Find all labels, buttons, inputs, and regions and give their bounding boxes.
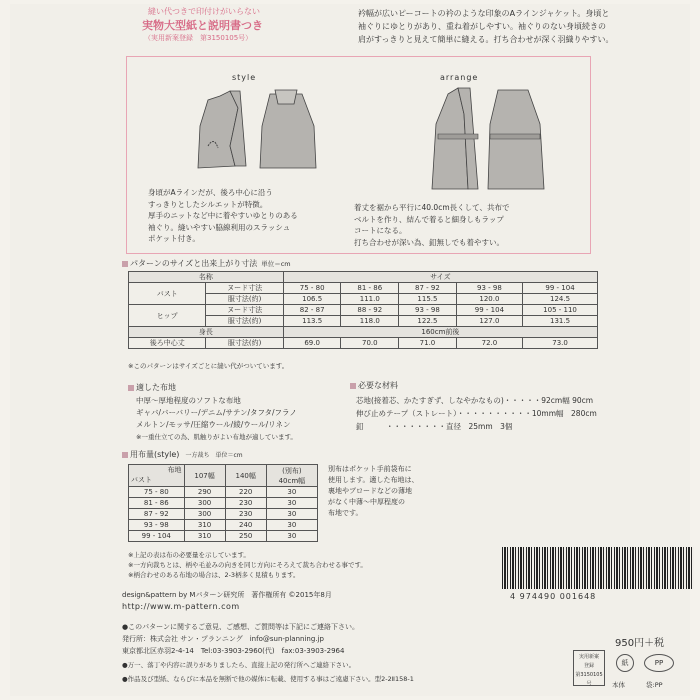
size-note: ※このパターンはサイズごとに縫い代がついています。 bbox=[128, 362, 289, 370]
arrange-label: arrange bbox=[440, 73, 479, 82]
credit-url[interactable]: http://www.m-pattern.com bbox=[122, 602, 240, 611]
arrange-coat-illustration bbox=[428, 84, 548, 194]
arrange-description: 着丈を裾から平行に40.0cm長くして、共布で ベルトを作り、結んで着ると細身しもラップ コートになる。 打ち合わせが深い為、釦無しでも着やすい。 bbox=[354, 203, 510, 247]
plastic-recycle-icon: PP bbox=[644, 654, 674, 672]
intro-line3: 肩がすっきりと見えて簡単に縫える。打ち合わせが深く羽織りやすい。 bbox=[358, 35, 614, 44]
style-coat-illustration bbox=[190, 86, 330, 186]
paper-label: 本体 bbox=[612, 681, 625, 689]
footer-line2: 発行所：株式会社 サン・プランニング info@sun-planning.jp bbox=[122, 635, 324, 643]
size-section-title: パターンのサイズと出来上がり寸法 単位＝cm bbox=[122, 258, 291, 269]
price: 950円＋税 bbox=[615, 638, 665, 649]
materials-list: 芯地(接着芯、かたすぎず、しなやかなもの)・・・・・92cm幅 90cm 伸び止めテープ（ストレート）・・・・・・・・・・10mm幅 280cm 釦 ・・・・・・・・直径 25mm 3個 bbox=[356, 396, 597, 431]
footer-line4: ●万一、落丁や内容に誤りがありましたら、直接上記の発行所へご連絡下さい。 bbox=[122, 661, 356, 669]
footer-line3: 東京都北区赤羽2-4-14 Tel:03-3903-2960(代) fax:03-3903-2964 bbox=[122, 647, 345, 655]
credit-line: design&pattern by Mパターン研究所 著作権所有 ©2015年8月 bbox=[122, 591, 332, 599]
style-label: style bbox=[232, 73, 257, 82]
fabric-title: 適した布地 bbox=[128, 382, 176, 393]
intro-line1: 衿幅が広いピーコートの衿のような印象のAラインジャケット。身頃と bbox=[358, 9, 610, 18]
bag-label: 袋:PP bbox=[646, 681, 663, 689]
yardage-title: 用布量(style) 一方裁ち 単位＝cm bbox=[122, 449, 243, 460]
barcode-number: 4 974490 001648 bbox=[510, 592, 597, 601]
yardage-side-note: 別布はポケット手前袋布に 使用します。適した布地は、 裏地やブロードなどの薄地 がなく中薄～中厚程度の 布地です。 bbox=[328, 465, 419, 517]
materials-title: 必要な材料 bbox=[350, 380, 398, 391]
size-table: 名称 サイズ バスト ヌード寸法 75 - 80 81 - 86 87 - 92 93 - 98 99 - 104 服寸法(約) 106.5 111.0 115.5 120.0 124.5 ヒップ ヌード寸法 82 - 87 88 - 92 93 - 98 99 - 104 105 - 110 服寸法(約) 113.5 118.0 122.5 127.0 131.5 身長 160cm前後 後ろ中心丈 服寸法(約) 69.0 70.0 71.0 72.0 73.0 bbox=[128, 271, 598, 349]
intro-line2: 袖ぐりにゆとりがあり、重ね着がしやすい。袖ぐりのない身頃続きの bbox=[358, 22, 606, 31]
fabric-list: 中厚～厚地程度のソフトな布地 ギャバ/バーバリー/デニム/サテン/タフタ/フラノ メルトン/モッサ/圧縮ウール/綾/ウール/リネン ※一重仕立ての為、肌触りがよい布地が適しています。 bbox=[136, 396, 297, 441]
yardage-notes: ※上記の表は布の必要量を示しています。 ※一方向裁ちとは、柄や毛並みの向きを同じ方向にそろえて裁ち合わせる事です。 ※柄合わせのある布地の場合は、2-3柄多く見積もります。 bbox=[128, 551, 367, 579]
yardage-table: 布地 バスト 107幅 140幅 (別布) 40cm幅 75 - 80 290 220 30 81 - 86 300 230 30 87 - 92 300 230 30 93 - 98 310 240 30 99 - 104 310 250 30 bbox=[128, 464, 318, 542]
style-description: 身頃がAラインだが、後ろ中心に沿う すっきりとしたシルエットが特徴。 厚手のニットなど中に着やすいゆとりのある 袖ぐり。縫いやすい脇線利用のスラッシュ ポケット付き。 bbox=[148, 188, 298, 243]
header-line2: 実物大型紙と説明書つき bbox=[142, 19, 263, 32]
header-line3: （実用新案登録 第3150105号） bbox=[144, 34, 253, 42]
footer-line5: ●作品及び型紙、ならびに本品を無断で他の媒体に転載、使用する事はご遠慮下さい。型2-2Ⅱ158-1 bbox=[122, 675, 414, 683]
header-line1: 縫い代つきで印付けがいらない bbox=[148, 7, 260, 16]
utility-model-mark: 実用新案 登録 第3150105号 bbox=[573, 650, 605, 686]
footer-line1: ●このパターンに関するご意見、ご感想、ご質問等は下記にご連絡下さい。 bbox=[122, 623, 359, 631]
paper-recycle-icon: 紙 bbox=[616, 654, 634, 672]
barcode bbox=[502, 547, 694, 589]
pattern-back-page bbox=[10, 4, 690, 696]
